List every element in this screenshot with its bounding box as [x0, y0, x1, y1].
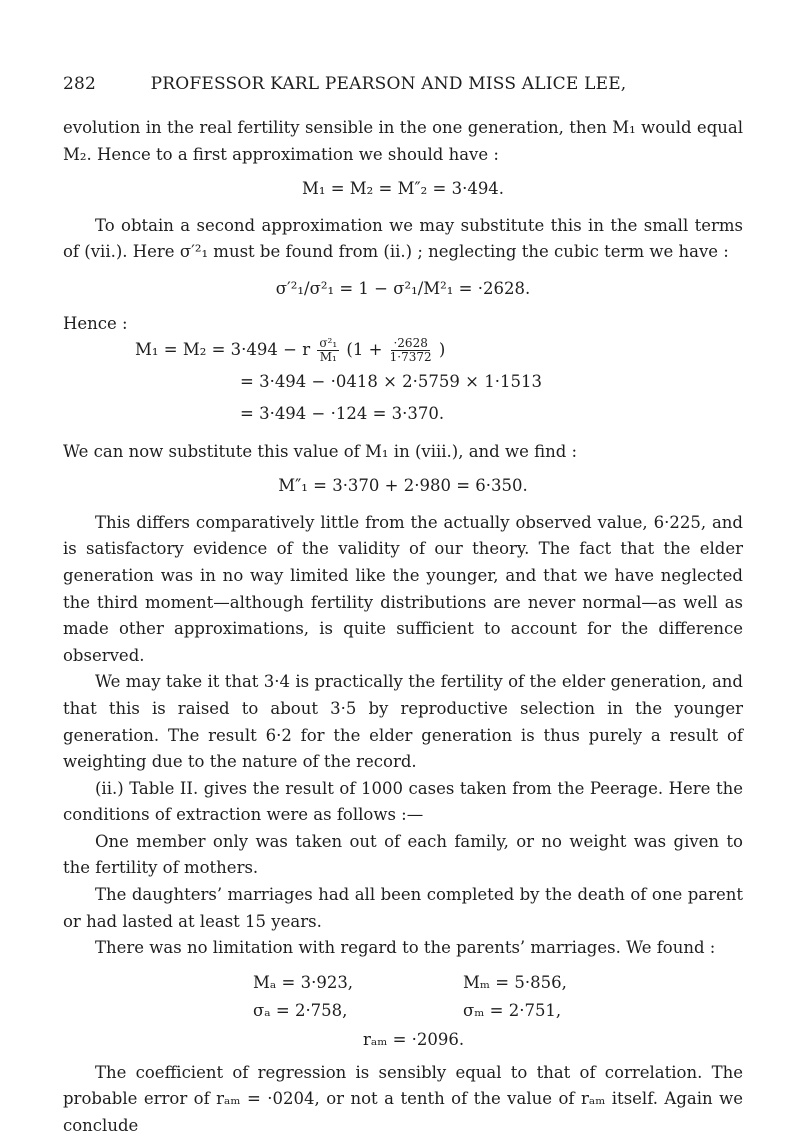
- equation-2: σ′²₁/σ²₁ = 1 − σ²₁/M²₁ = ·2628.: [275, 278, 531, 298]
- paragraph-1: evolution in the real fertility sensible in the one generation, then M₁ would equal M₂. Hence to a first approximation we should have :: [63, 118, 743, 164]
- mean-mothers: Mₘ = 5·856,: [463, 972, 567, 992]
- sd-daughters: σₐ = 2·758,: [253, 1001, 348, 1021]
- paragraph-3: We can now substitute this value of M₁ in (viii.), and we find :: [63, 441, 578, 461]
- paragraph-2: To obtain a second approximation we may substitute this in the small terms of (vii.). Here σ′²₁ must be found from (ii.) ; neglecting the cubic term we have :: [63, 215, 743, 262]
- running-header: [63, 74, 713, 94]
- equation-3: M₁ = M₂ = 3·494 − r $\frac{\text{σ²₁}}{\text{M₁}}$ (1 + $\frac{\cdot 2628}{1\cdot 7372}$ ): [135, 336, 446, 365]
- equation-4: = 3·494 − ·0418 × 2·5759 × 1·1513: [240, 372, 542, 392]
- hence-label: Hence :: [63, 314, 128, 334]
- correlation-value: rₐₘ = ·2096.: [363, 1030, 465, 1050]
- equation-6: M″₁ = 3·370 + 2·980 = 6·350.: [278, 476, 528, 496]
- paragraph-9: There was no limitation with regard to the parents’ marriages. We found :: [95, 938, 716, 958]
- paragraph-5: We may take it that 3·4 is practically the fertility of the elder generation, and that this is raised to about 3·5 by reproductive selection in the younger generation. The result 6·2 for the elder generation is thus purely a result of weighting due to the nature of the record.: [63, 672, 743, 772]
- paragraph-8: The daughters’ marriages had all been completed by the death of one parent or had lasted at least 15 years.: [63, 885, 743, 931]
- page-body: [63, 115, 743, 1139]
- running-head-title: PROFESSOR KARL PEARSON AND MISS ALICE LEE,: [150, 74, 627, 94]
- results-block: [63, 970, 743, 1054]
- equation-1: M₁ = M₂ = M″₂ = 3·494.: [301, 179, 505, 199]
- paragraph-10: The coefficient of regression is sensibly equal to that of correlation. The probable error of rₐₘ = ·0204, or not a tenth of the value of rₐₘ itself. Again we conclude: [63, 1062, 743, 1135]
- sd-mothers: σₘ = 2·751,: [463, 1001, 562, 1021]
- paragraph-6: (ii.) Table II. gives the result of 1000 cases taken from the Peerage. Here the conditions of extraction were as follows :—: [63, 778, 743, 825]
- equation-3-lhs: M₁ = M₂ = 3·494 − r: [135, 340, 311, 360]
- page-number: 282: [63, 74, 97, 94]
- fraction-sigma-over-m: $\frac{\text{σ²₁}}{\text{M₁}}$: [319, 336, 338, 365]
- paragraph-4: This differs comparatively little from the actually observed value, 6·225, and is satisfactory evidence of the validity of our theory. The fact that the elder generation was in no way limited like the younger, and that we have neglected the third moment—although fertility distributions are never normal—as well as made other approximations, is quite sufficient to account for the difference observed.: [63, 512, 743, 665]
- mean-daughters: Mₐ = 3·923,: [253, 972, 354, 992]
- paragraph-7: One member only was taken out of each family, or no weight was given to the fertility of mothers.: [63, 831, 743, 878]
- equation-5: = 3·494 − ·124 = 3·370.: [240, 404, 445, 424]
- equation-block-hence: [63, 309, 743, 431]
- fraction-ratio: $\frac{\cdot 2628}{1\cdot 7372}$: [389, 336, 432, 365]
